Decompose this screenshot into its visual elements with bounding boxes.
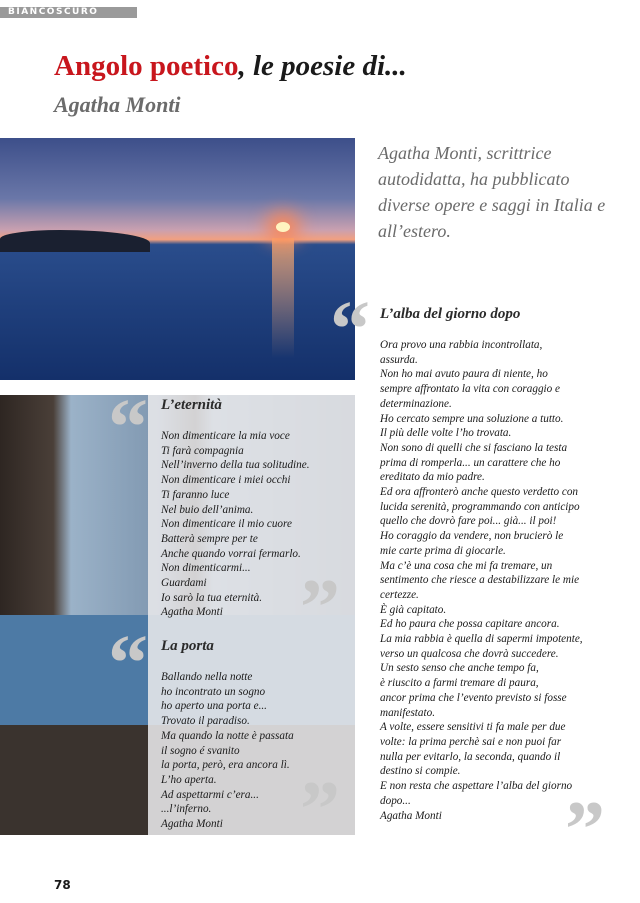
- open-quote-icon: “: [108, 398, 148, 448]
- close-quote-icon: ”: [300, 780, 340, 830]
- poem-line: Ti faranno luce: [161, 488, 230, 501]
- poem-line: nulla per evitarlo, la seconda, quando il: [380, 750, 561, 763]
- poem-eternita: [161, 429, 310, 620]
- poem-line: la porta, però, era ancora lì.: [161, 759, 290, 772]
- poem-line: sempre affrontato la vita con coraggio e: [380, 383, 561, 396]
- page-title: [54, 50, 407, 83]
- poem-line: Non dimenticare il mio cuore: [161, 518, 292, 531]
- poem-line: È già capitato.: [380, 603, 447, 616]
- author-intro: Agatha Monti, scrittrice autodidatta, ha pubblicato diverse opere e saggi in Italia e all’estero.: [378, 143, 606, 241]
- poem-line: verso un qualcosa che dovrà succedere.: [380, 647, 559, 660]
- poem-line: volte: la prima perchè sai e non puoi far: [380, 735, 562, 748]
- poem-title-alba: L’alba del giorno dopo: [380, 306, 521, 322]
- magazine-brand: BIANCOSCURO: [0, 7, 137, 18]
- poem-line: Batterà sempre per te: [161, 532, 258, 545]
- poem-line: ereditato da mio padre.: [380, 471, 485, 484]
- poem-line: Agatha Monti: [161, 606, 223, 619]
- poem-line: Ho cercato sempre una soluzione a tutto.: [380, 412, 564, 425]
- poem-line: ho aperto una porta e...: [161, 700, 267, 713]
- poem-line: sentimento che riesce a destabilizzare le mie: [380, 574, 580, 587]
- poem-line: Ma c’è una cosa che mi fa tremare, un: [380, 559, 553, 572]
- poem-line: il sogno é svanito: [161, 744, 240, 757]
- poem-line: Non dimenticarmi...: [161, 562, 251, 575]
- poem-line: manifestato.: [380, 706, 436, 719]
- poem-alba: [380, 338, 583, 823]
- title-rest: , le poesie di...: [238, 50, 407, 82]
- poem-line: mie carte prima di giocarle.: [380, 544, 506, 557]
- poem-line: Ad aspettarmi c’era...: [161, 788, 259, 801]
- poem-line: E non resta che aspettare l’alba del giorno: [380, 780, 573, 793]
- poem-line: Ti farà compagnia: [161, 444, 244, 457]
- poem-line: Ora provo una rabbia incontrollata,: [380, 339, 543, 351]
- open-quote-icon: “: [108, 634, 148, 684]
- poem-title-eternita: L’eternità: [161, 397, 222, 413]
- poem-line: Ed ora affronterò anche questo verdetto con: [380, 486, 579, 499]
- poem-line: Trovato il paradiso.: [161, 715, 250, 728]
- poem-line: Ma quando la notte è passata: [161, 729, 294, 742]
- poem-line: Nell’inverno della tua solitudine.: [161, 459, 310, 472]
- poem-line: assurda.: [380, 353, 418, 366]
- poem-line: Il più delle volte l’ho trovata.: [380, 427, 512, 440]
- poem-line: Agatha Monti: [380, 809, 442, 822]
- poem-line: Non sono di quelli che si fasciano la testa: [380, 441, 568, 454]
- poem-line: Un sesto senso che anche tempo fa,: [380, 662, 539, 675]
- poem-line: L’ho aperta.: [161, 773, 217, 786]
- poem-line: è riuscito a farmi tremare di paura,: [380, 677, 539, 690]
- poem-porta: [161, 670, 294, 832]
- poem-line: ho incontrato un sogno: [161, 685, 266, 698]
- title-main: Angolo poetico: [54, 50, 239, 82]
- poem-line: Anche quando vorrai fermarlo.: [161, 547, 301, 560]
- poem-line: quello che dovrò fare poi... già... il poi!: [380, 515, 557, 528]
- poem-line: certezze.: [380, 588, 419, 601]
- poem-line: Io sarò la tua eternità.: [161, 591, 262, 604]
- poem-line: determinazione.: [380, 397, 452, 410]
- close-quote-icon: ”: [565, 800, 605, 850]
- poem-line: Ho coraggio da vendere, non brucierò le: [380, 530, 564, 543]
- poem-line: Ballando nella notte: [161, 671, 253, 683]
- poem-line: destino si compie.: [380, 765, 461, 778]
- poem-title-porta: La porta: [161, 638, 214, 654]
- poem-line: lucida serenità, programmando con anticipo: [380, 500, 580, 513]
- poem-line: dopo...: [380, 794, 411, 807]
- poem-line: Ed ho paura che possa capitare ancora.: [380, 618, 560, 631]
- poem-line: Guardami: [161, 577, 207, 590]
- poem-line: ancor prima che l’evento previsto si fosse: [380, 691, 567, 704]
- open-quote-icon: “: [330, 300, 370, 350]
- poem-line: La mia rabbia è quella di sapermi impotente,: [380, 633, 583, 646]
- author-subtitle: Agatha Monti: [54, 92, 181, 117]
- poem-line: A volte, essere sensitivi ti fa male per due: [380, 721, 566, 734]
- poem-line: prima di romperla... un carattere che ho: [380, 456, 561, 469]
- poem-line: Nel buio dell’anima.: [161, 503, 254, 516]
- poem-line: Agatha Monti: [161, 818, 223, 831]
- poem-line: Non ho mai avuto paura di niente, ho: [380, 368, 548, 381]
- poem-line: ...l’inferno.: [161, 803, 212, 816]
- sunset-photo: [0, 138, 355, 380]
- poem-line: Non dimenticare i miei occhi: [161, 474, 291, 487]
- page-number: 78: [54, 878, 71, 892]
- close-quote-icon: ”: [300, 578, 340, 628]
- poem-line: Non dimenticare la mia voce: [161, 430, 290, 442]
